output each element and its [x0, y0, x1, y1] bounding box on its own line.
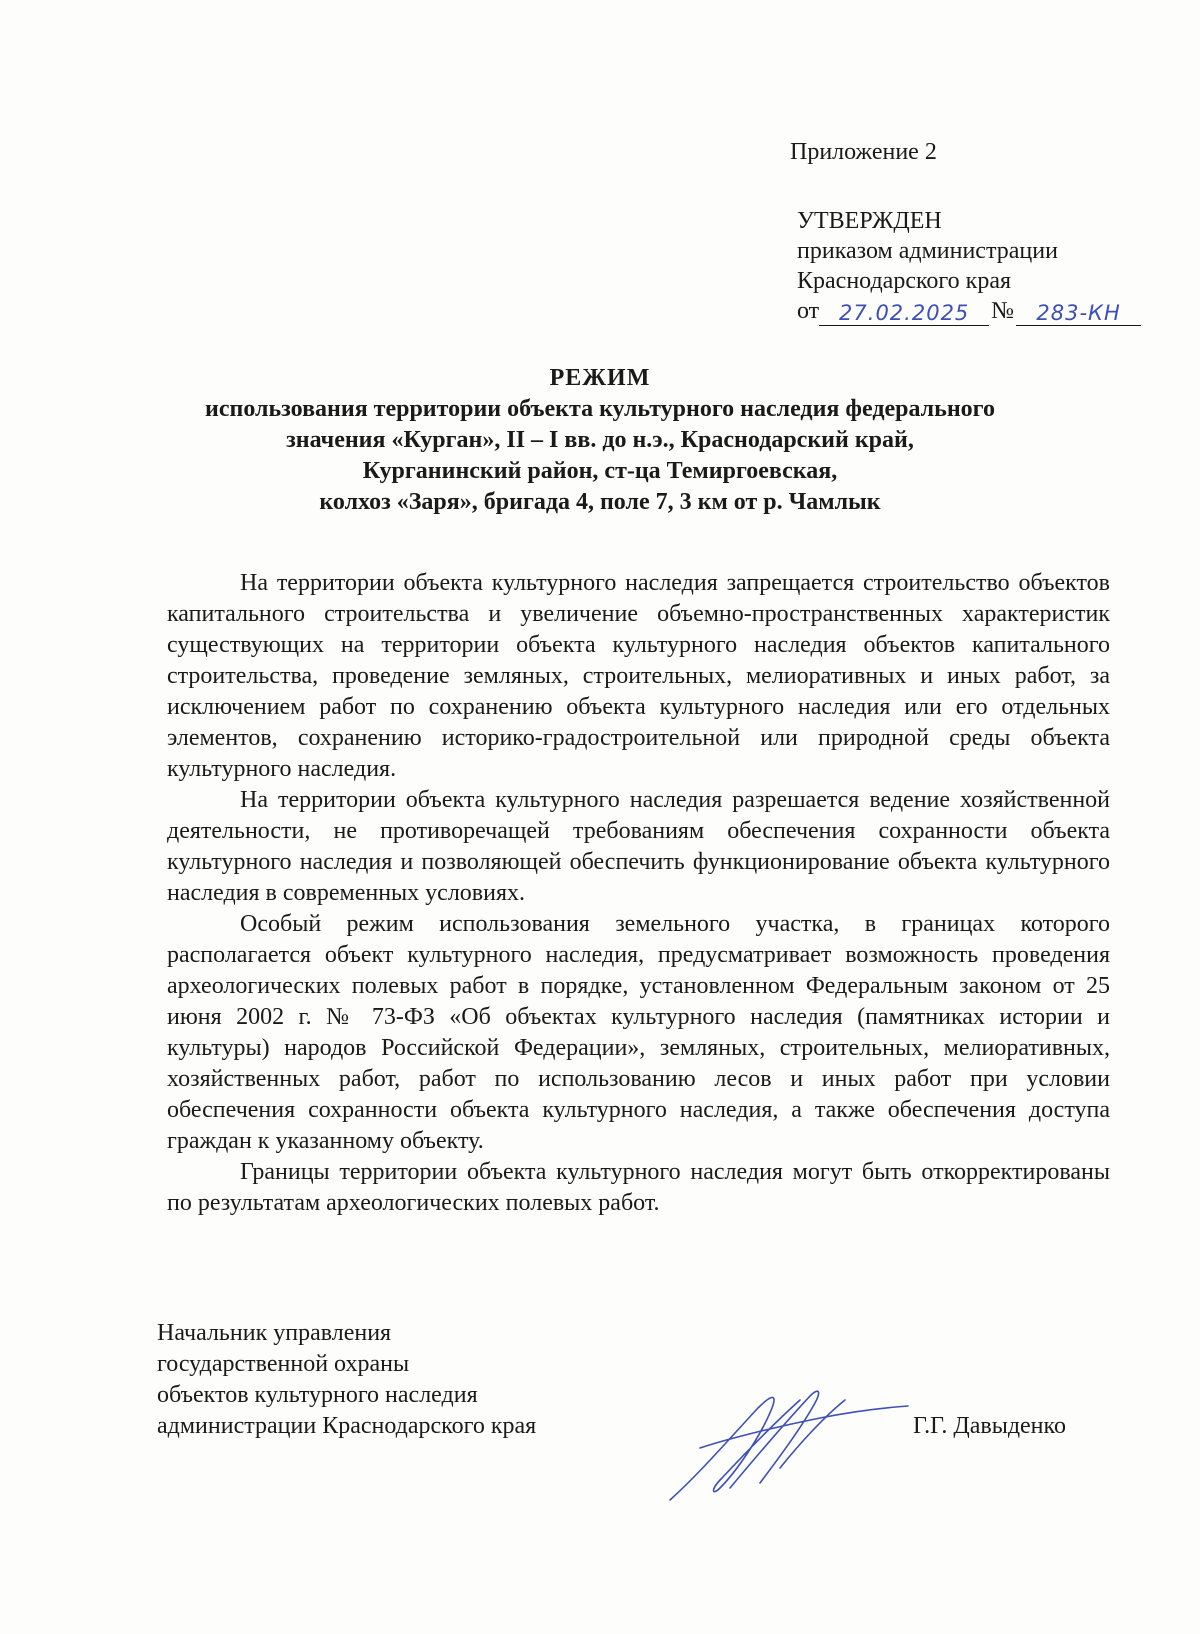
appendix-label: Приложение 2: [790, 139, 937, 165]
body-paragraph: Границы территории объекта культурного наследия могут быть откорректированы по результатам археологических полевых работ.: [167, 1159, 1110, 1216]
title-line: значения «Курган», II – I вв. до н.э., Краснодарский край,: [286, 427, 914, 453]
handwritten-number: 283-КН: [1036, 301, 1121, 325]
handwritten-date: 27.02.2025: [839, 301, 970, 325]
document-title: [100, 363, 1100, 518]
body-paragraph: На территории объекта культурного наследия запрещается строительство объектов капитального строительства и увеличение объемно-пространственных характеристик существующих на территории объекта культурного наследия объектов капитального строительства, проведение земляных, строительных, мелиоративных и иных работ, за исключением работ по сохранению объекта культурного наследия или его отдельных элементов, сохранению историко-градостроительной или природной среды объекта культурного наследия.: [167, 570, 1110, 782]
position-line: администрации Краснодарского края: [157, 1413, 537, 1439]
position-line: объектов культурного наследия: [157, 1382, 478, 1408]
signatory-name: Г.Г. Давыденко: [913, 1413, 1066, 1439]
number-field: [1016, 301, 1141, 326]
date-field: [819, 301, 989, 326]
title-heading: РЕЖИМ: [549, 365, 651, 391]
approved-label: УТВЕРЖДЕН: [797, 208, 942, 234]
body-paragraph: На территории объекта культурного наследия разрешается ведение хозяйственной деятельности, не противоречащей требованиям обеспечения сохранности объекта культурного наследия и позволяющей обеспечить функционирование объекта культурного наследия в современных условиях.: [167, 787, 1110, 906]
body-paragraph: Особый режим использования земельного участка, в границах которого располагается объект культурного наследия, предусматривает возможность проведения археологических полевых работ в порядке, установленном Федеральным законом от 25 июня 2002 г. № 73-ФЗ «Об объектах культурного наследия (памятниках истории и культуры) народов Российской Федерации», земляных, строительных, мелиоративных, хозяйственных работ, работ по использованию лесов и иных работ при условии обеспечения сохранности объекта культурного наследия, а также обеспечения доступа граждан к указанному объекту.: [167, 911, 1110, 1154]
approved-by-line: приказом администрации: [797, 238, 1058, 264]
position-line: государственной охраны: [157, 1351, 410, 1377]
approved-by-line: Краснодарского края: [797, 268, 1012, 294]
document-body: [167, 568, 1110, 1219]
signatory-position: [157, 1318, 536, 1442]
approval-block: [797, 206, 1141, 326]
title-line: Курганинский район, ст-ца Темиргоевская,: [362, 458, 838, 484]
title-line: колхоз «Заря», бригада 4, поле 7, 3 км от р. Чамлык: [319, 489, 881, 515]
handwritten-signature: [660, 1378, 910, 1508]
title-line: использования территории объекта культурного наследия федерального: [205, 396, 995, 422]
date-prefix: от: [797, 298, 820, 324]
date-number-line: [797, 296, 1141, 326]
number-prefix: №: [991, 298, 1015, 324]
position-line: Начальник управления: [157, 1320, 392, 1346]
